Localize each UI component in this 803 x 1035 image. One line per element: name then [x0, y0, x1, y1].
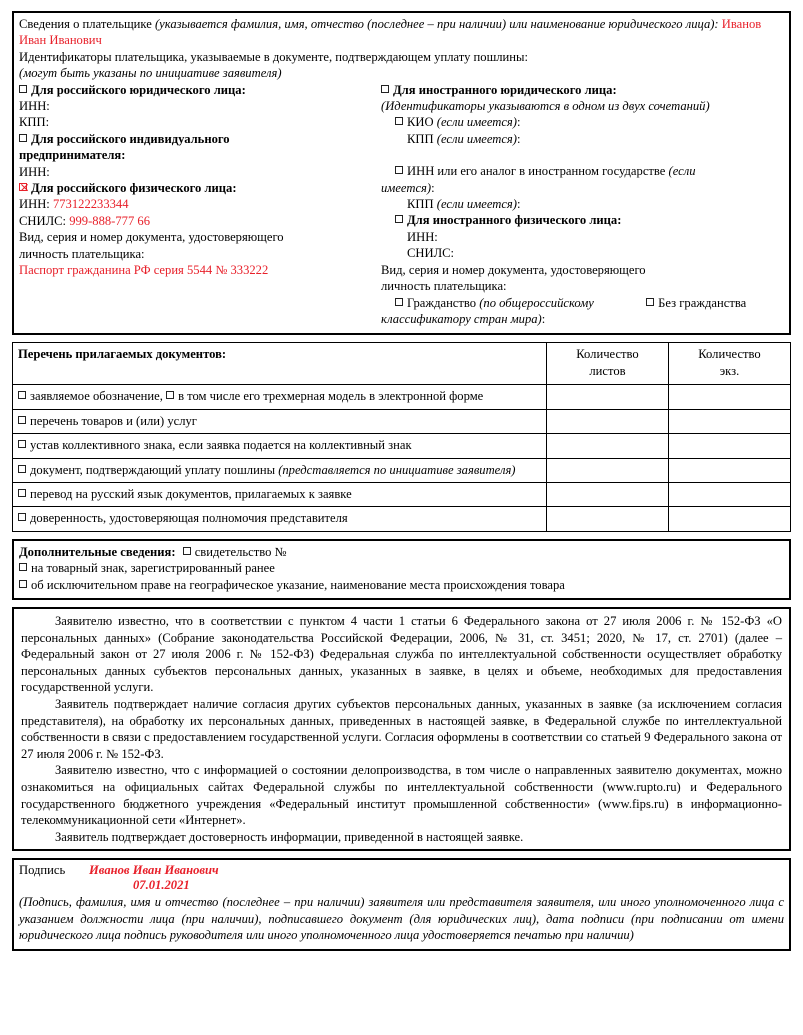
copies-count-cell[interactable]	[669, 409, 791, 433]
label-ru-ip-line2: предпринимателя:	[19, 148, 126, 163]
checkbox-registered-trademark-icon[interactable]	[19, 563, 27, 571]
payer-columns	[19, 82, 784, 328]
field-foreign-kpp-1[interactable]: КПП (если имеется):	[407, 131, 521, 146]
checkbox-document-4-0-icon[interactable]	[18, 489, 26, 497]
hint-foreign-kpp-1: (если имеется)	[436, 131, 517, 146]
label-kio: КИО	[407, 115, 434, 130]
document-item-label: заявляемое обозначение,	[30, 389, 167, 404]
signature-values	[89, 863, 219, 893]
copies-count-cell[interactable]	[669, 507, 791, 531]
attached-documents-section	[12, 342, 791, 531]
signature-date-value[interactable]: 07.01.2021	[133, 878, 190, 893]
checkbox-document-0-0-icon[interactable]	[18, 391, 26, 399]
label-inn-analog: ИНН или его аналог в иностранном государстве	[407, 164, 666, 179]
header-sheets-count	[547, 343, 669, 385]
signature-row	[19, 863, 784, 893]
row-ru-natural-person[interactable]	[19, 180, 377, 196]
label-ru-natural-person: Для российского физического лица:	[31, 181, 237, 196]
document-item-label: доверенность, удостоверяющая полномочия представителя	[30, 511, 348, 526]
sheets-count-cell[interactable]	[547, 409, 669, 433]
header-copies-line1: Количество	[698, 347, 761, 362]
document-item-label: перевод на русский язык документов, прилагаемых к заявке	[30, 486, 352, 501]
hint-foreign-identifiers: (Идентификаторы указываются в одном из двух сочетаний)	[381, 99, 710, 114]
row-ru-legal-entity[interactable]	[19, 82, 377, 98]
label-certificate: свидетельство №	[194, 544, 287, 559]
label-foreign-legal-entity: Для иностранного юридического лица:	[393, 82, 617, 97]
table-row	[13, 507, 791, 531]
form-page	[0, 11, 803, 1035]
document-item-label: (представляется по инициативе заявителя)	[278, 462, 516, 477]
field-ru-person-inn[interactable]	[19, 196, 377, 212]
row-foreign-legal-entity[interactable]	[381, 82, 784, 98]
hint-inn-analog-2: имеется)	[381, 180, 432, 195]
checkbox-document-1-0-icon[interactable]	[18, 416, 26, 424]
right-column-spacer	[381, 147, 784, 163]
checkbox-document-3-0-icon[interactable]	[18, 465, 26, 473]
document-item-cell[interactable]	[13, 385, 547, 409]
legal-paragraph-4: Заявитель подтверждает достоверность информации, приведенной в настоящей заявке.	[55, 829, 524, 844]
hint-inn-analog-1: (если	[668, 164, 696, 179]
header-sheets-line1: Количество	[576, 347, 639, 362]
document-item-cell[interactable]	[13, 482, 547, 506]
hint-citizenship-2-line: классификатору стран мира):	[381, 311, 546, 326]
label-geographic-indication: об исключительном праве на географическое указание, наименование места происхождения товара	[31, 577, 565, 592]
signature-name-value[interactable]: Иванов Иван Иванович	[89, 863, 219, 878]
sheets-count-cell[interactable]	[547, 482, 669, 506]
checkbox-document-0-2-icon[interactable]	[166, 391, 174, 399]
header-copies-line2: экз.	[719, 363, 740, 378]
table-row	[13, 482, 791, 506]
value-ru-person-inn[interactable]: 773122233344	[52, 197, 129, 212]
field-ru-legal-kpp[interactable]	[19, 114, 377, 130]
hint-kio: (если имеется)	[436, 115, 517, 130]
field-foreign-person-snils[interactable]	[381, 245, 784, 261]
checkbox-ru-legal-entity-icon[interactable]	[19, 85, 27, 93]
table-row	[13, 385, 791, 409]
checkbox-ru-natural-person-icon[interactable]	[19, 183, 27, 191]
checkbox-foreign-legal-entity-icon[interactable]	[381, 85, 389, 93]
field-ru-person-snils[interactable]	[19, 213, 377, 229]
label-foreign-identity-doc-line1: Вид, серия и номер документа, удостоверяющего	[381, 262, 646, 277]
checkbox-geographic-indication-icon[interactable]	[19, 580, 27, 588]
checkbox-foreign-natural-person-icon[interactable]	[395, 215, 403, 223]
label-foreign-kpp-1: КПП	[407, 131, 434, 146]
checkbox-inn-analog-icon[interactable]	[395, 166, 403, 174]
table-row	[13, 409, 791, 433]
signature-note: (Подпись, фамилия, имя и отчество (последнее – при наличии) заявителя или представителя заявителя, или иного уполномоченного лица с указанием должности лица (при наличии), подписавшего документ (для юридических лиц), дата подписи (при подписании от имени юридического лица подпись руководителя или иного уполномоченного лица удостоверяется печатью при наличии)	[19, 895, 784, 943]
checkbox-certificate-icon[interactable]	[183, 547, 191, 555]
value-identity-doc[interactable]: Паспорт гражданина РФ серия 5544 № 333222	[19, 263, 269, 278]
row-inn-analog[interactable]	[381, 163, 784, 179]
label-ru-person-snils: СНИЛС:	[19, 213, 67, 228]
document-item-cell[interactable]	[13, 409, 547, 433]
header-documents-list: Перечень прилагаемых документов:	[13, 343, 547, 385]
checkbox-ru-individual-entrepreneur-icon[interactable]	[19, 134, 27, 142]
attached-documents-table	[12, 342, 791, 531]
document-item-label: устав коллективного знака, если заявка подается на коллективный знак	[30, 438, 412, 453]
hint-citizenship-2: классификатору стран мира)	[381, 311, 542, 326]
document-item-label: документ, подтверждающий уплату пошлины	[30, 462, 279, 477]
label-stateless: Без гражданства	[658, 295, 747, 310]
copies-count-cell[interactable]	[669, 482, 791, 506]
payer-title-label: Сведения о плательщике	[19, 17, 152, 31]
label-foreign-identity-doc-line2: личность плательщика:	[381, 279, 507, 294]
extra-row-trademark[interactable]	[19, 560, 784, 576]
header-sheets-line2: листов	[589, 363, 626, 378]
label-ru-person-inn: ИНН:	[19, 197, 50, 212]
field-ru-ip-inn[interactable]	[19, 164, 377, 180]
payer-information-section	[12, 11, 791, 335]
payer-title-hint: (указывается фамилия, имя, отчество (последнее – при наличии) или наименование юридического лица):	[154, 17, 719, 31]
checkbox-kio-icon[interactable]	[395, 117, 403, 125]
document-item-label: в том числе его трехмерная модель в электронной форме	[178, 389, 484, 404]
label-ru-ip-inn: ИНН:	[19, 164, 50, 179]
row-citizenship[interactable]	[381, 295, 784, 311]
document-item-cell[interactable]	[13, 507, 547, 531]
label-ru-legal-kpp: КПП:	[19, 115, 50, 130]
label-foreign-kpp-2: КПП	[407, 197, 434, 212]
label-foreign-person-snils: СНИЛС:	[407, 246, 455, 261]
table-header-row	[13, 343, 791, 385]
label-ru-ip-line1: Для российского индивидуального	[31, 131, 230, 146]
legal-notice-section	[12, 607, 791, 851]
row-foreign-natural-person[interactable]	[381, 212, 784, 228]
table-row	[13, 434, 791, 458]
field-foreign-kpp-2[interactable]: КПП (если имеется):	[407, 197, 521, 212]
copies-count-cell[interactable]	[669, 385, 791, 409]
sheets-count-cell[interactable]	[547, 385, 669, 409]
hint-inn-analog-2-line: имеется):	[381, 180, 435, 195]
hint-citizenship-1: (по общероссийскому	[479, 295, 594, 310]
label-foreign-natural-person: Для иностранного физического лица:	[407, 213, 622, 228]
signature-section	[12, 858, 791, 950]
payer-left-column	[19, 82, 377, 328]
checkbox-citizenship-icon[interactable]	[395, 298, 403, 306]
label-identity-doc-line1: Вид, серия и номер документа, удостоверяющего	[19, 230, 284, 245]
label-registered-trademark: на товарный знак, зарегистрированный ранее	[31, 561, 275, 576]
header-copies-count	[669, 343, 791, 385]
sheets-count-cell[interactable]	[547, 458, 669, 482]
legal-paragraph-1: Заявителю известно, что в соответствии с пунктом 4 части 1 статьи 6 Федерального закона от 27 июля 2006 г. № 152-ФЗ «О персональных данных» (Собрание законодательства Российской Федерации, 2006, № 31, ст. 3451; 2020, № 17, ст. 2701) (далее – Федеральный закон от 27 июля 2006 г. № 152-ФЗ) Федеральная служба по интеллектуальной собственности осуществляет обработку персональных данных субъектов персональных данных, указанных в заявке, в целях и объеме, необходимых для предоставления государственной услуги.	[21, 613, 782, 695]
payer-title-line	[19, 16, 784, 49]
checkbox-stateless-icon[interactable]	[646, 298, 654, 306]
signature-label: Подпись	[19, 863, 66, 878]
legal-paragraph-3: Заявителю известно, что с информацией о состоянии делопроизводства, в том числе о направленных заявителю документах, можно ознакомиться на официальных сайтах Федеральной службы по интеллектуальной собственности (www.rupto.ru) и Федерального государственного бюджетного учреждения «Федеральный институт промышленной собственности» (www.fips.ru) в информационно-телекоммуникационной сети «Интернет».	[21, 763, 782, 828]
extra-row-geographic-indication[interactable]	[19, 577, 784, 593]
label-ru-legal-inn: ИНН:	[19, 99, 50, 114]
document-item-label: перечень товаров и (или) услуг	[30, 413, 197, 428]
document-item-cell[interactable]	[13, 434, 547, 458]
row-ru-individual-entrepreneur[interactable]	[19, 131, 377, 147]
value-ru-person-snils[interactable]: 999-888-777 66	[69, 213, 150, 228]
label-ru-legal-entity: Для российского юридического лица:	[31, 82, 246, 97]
row-kio[interactable]: КИО (если имеется):	[381, 114, 784, 130]
sheets-count-cell[interactable]	[547, 507, 669, 531]
payer-right-column	[377, 82, 784, 328]
copies-count-cell[interactable]	[669, 434, 791, 458]
additional-information-section	[12, 539, 791, 600]
table-row	[13, 458, 791, 482]
label-foreign-person-inn: ИНН:	[407, 229, 438, 244]
label-identity-doc-line2: личность плательщика:	[19, 246, 145, 261]
checkbox-document-2-0-icon[interactable]	[18, 440, 26, 448]
sheets-count-cell[interactable]	[547, 434, 669, 458]
identifiers-hint: (могут быть указаны по инициативе заявителя)	[19, 66, 282, 81]
field-ru-legal-inn[interactable]	[19, 98, 377, 114]
copies-count-cell[interactable]	[669, 458, 791, 482]
hint-foreign-kpp-2: (если имеется)	[436, 197, 517, 212]
field-foreign-person-inn[interactable]	[381, 229, 784, 245]
legal-paragraph-2: Заявитель подтверждает наличие согласия других субъектов персональных данных, указанных в заявке (за исключением согласия представителя), на обработку их персональных данных, приведенных в настоящей заявке, в Федеральной службе по интеллектуальной собственности в связи с предоставлением государственной услуги. Согласия оформлены в соответствии со статьей 9 Федерального закона от 27 июля 2006 г. № 152-ФЗ.	[21, 696, 782, 761]
label-citizenship: Гражданство	[407, 295, 477, 310]
extra-title-label: Дополнительные сведения:	[19, 544, 176, 559]
document-item-cell[interactable]	[13, 458, 547, 482]
identifiers-line: Идентификаторы плательщика, указываемые в документе, подтверждающем уплату пошлины:	[19, 49, 528, 64]
checkbox-document-5-0-icon[interactable]	[18, 513, 26, 521]
extra-title-row[interactable]	[19, 544, 784, 560]
payer-name-value[interactable]: Иванов Иван Иванович	[19, 17, 762, 48]
